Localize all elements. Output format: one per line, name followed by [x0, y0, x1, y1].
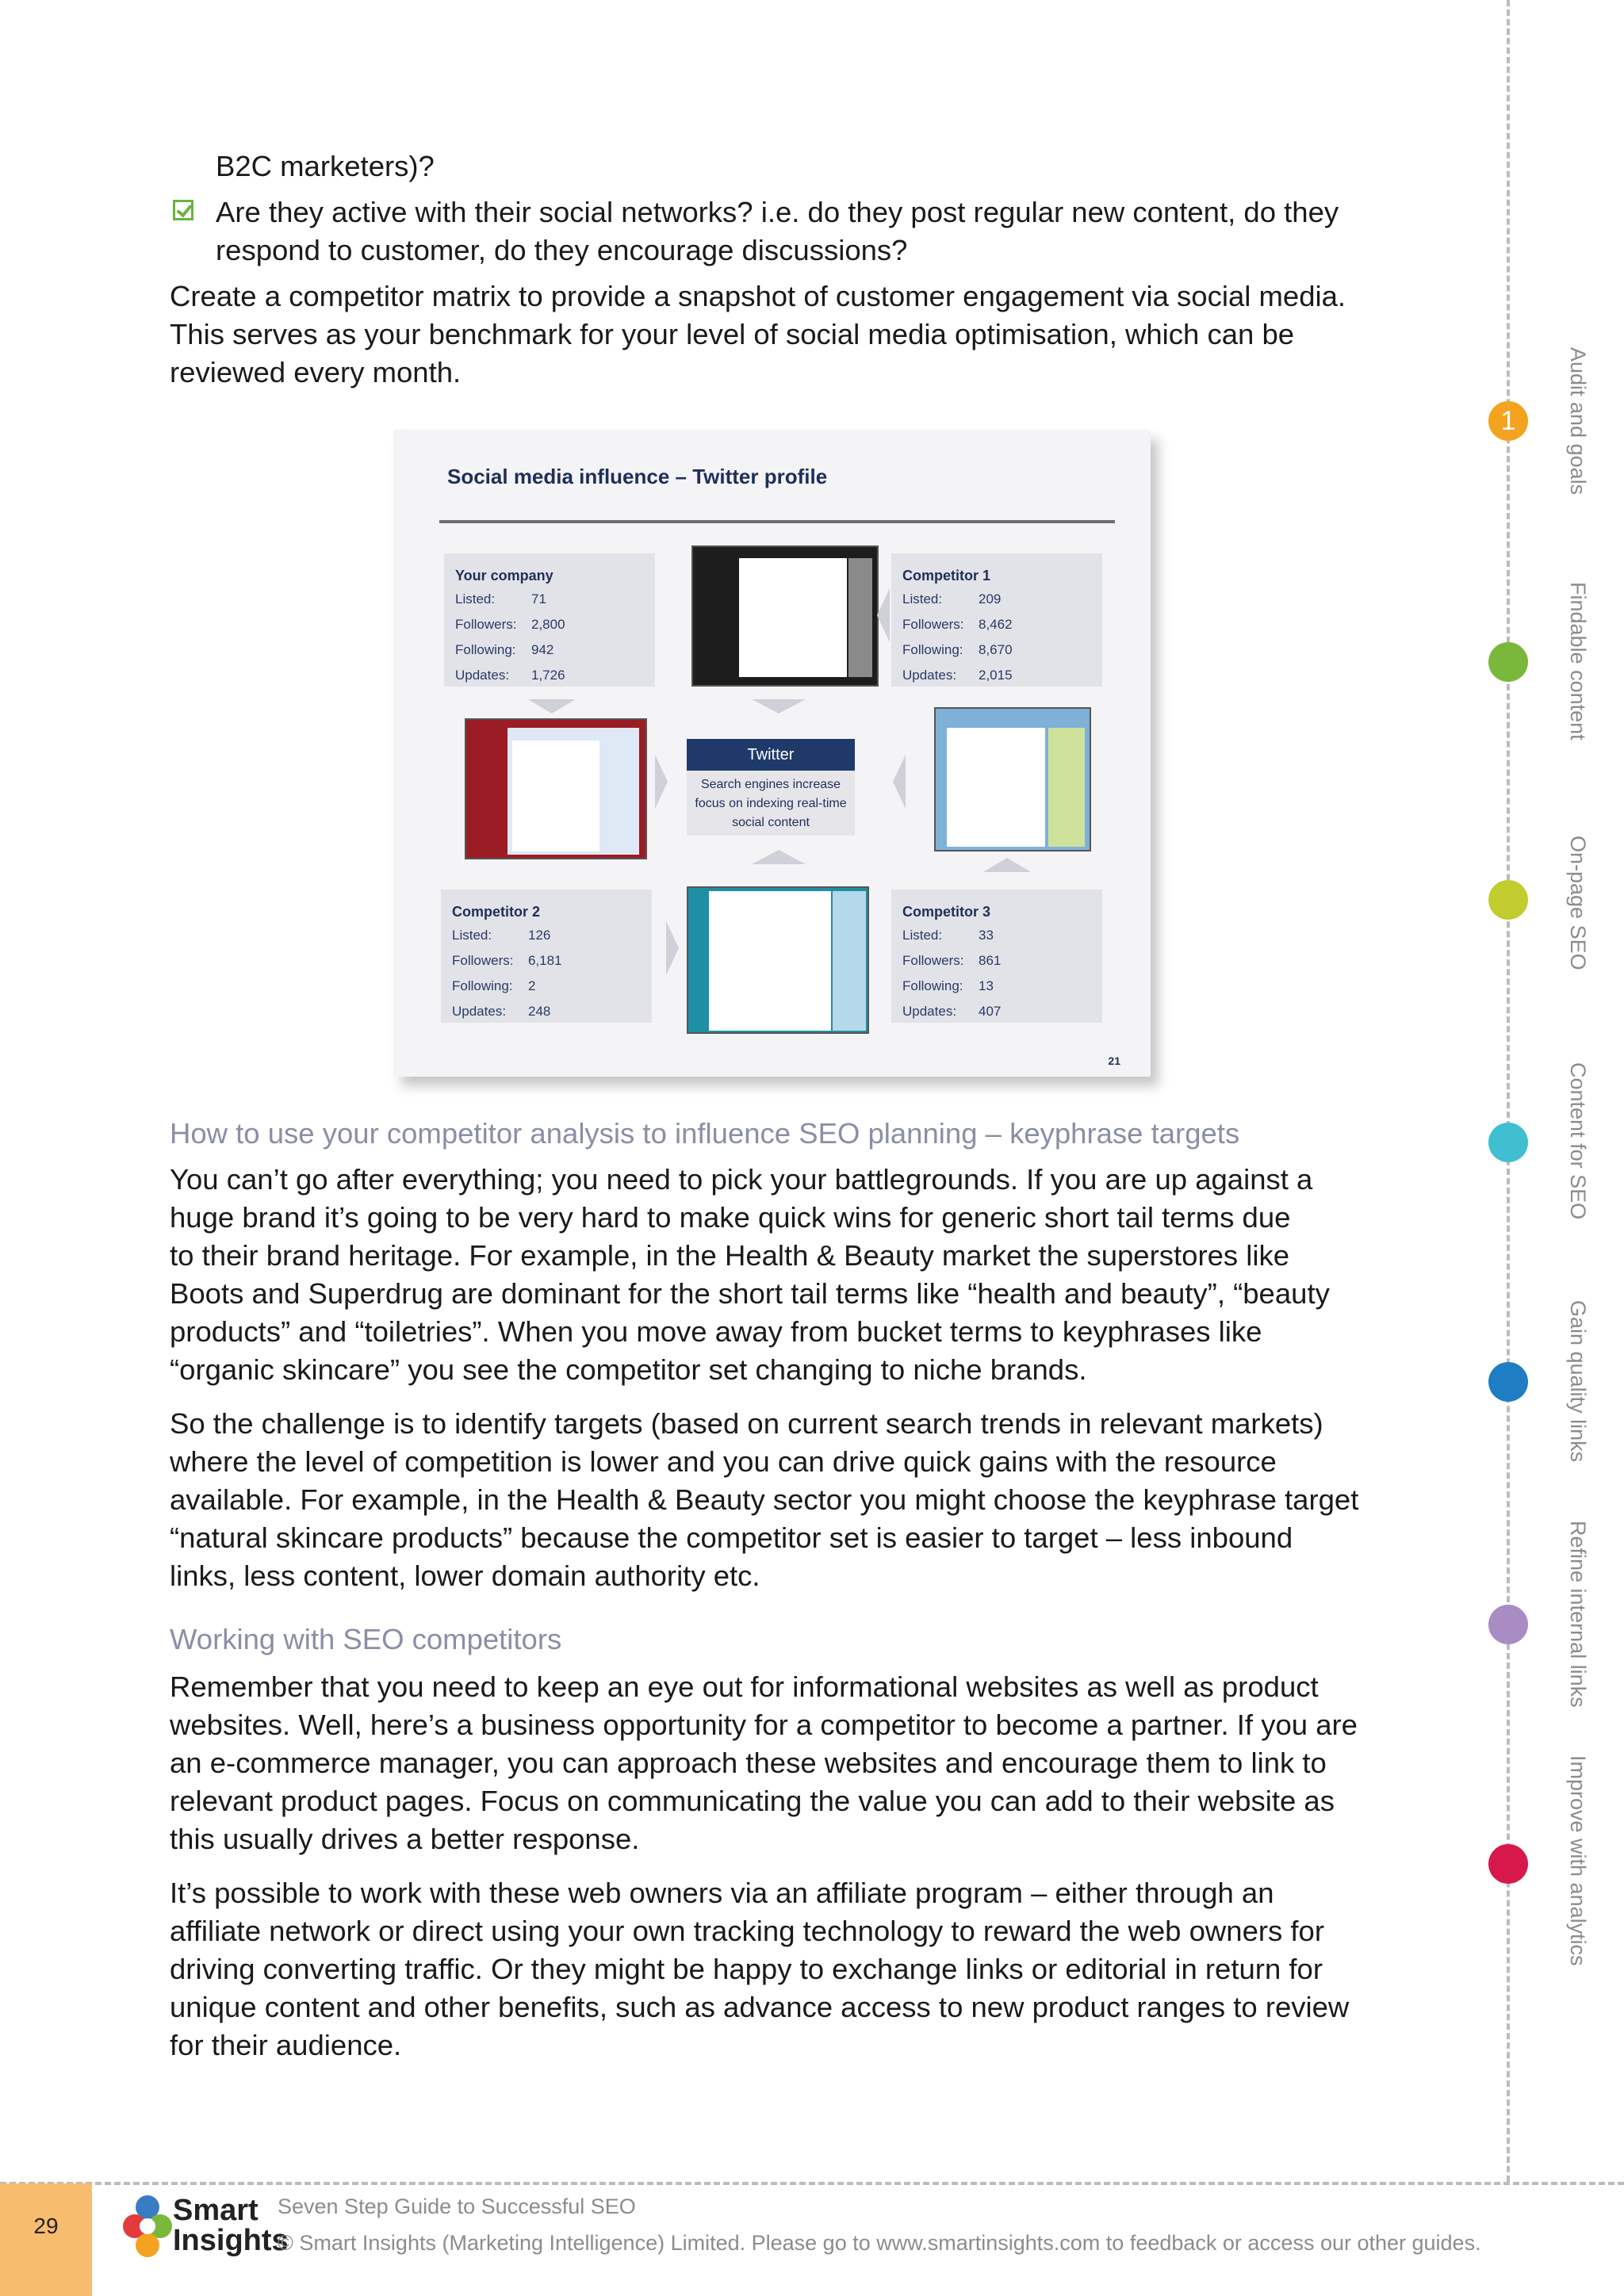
- intro-line: B2C marketers)?: [216, 150, 435, 182]
- arrow-up-icon: [752, 850, 806, 864]
- stat-card-title: Competitor 1: [902, 568, 991, 584]
- bullet-line: respond to customer, do they encourage discussions?: [216, 234, 908, 266]
- stat-row: Followers: 6,181: [452, 953, 562, 968]
- paragraph-line: “organic skincare” you see the competitor set changing to niche brands.: [170, 1353, 1087, 1386]
- section-heading: Working with SEO competitors: [170, 1623, 562, 1655]
- footer-divider: [0, 2182, 1624, 2185]
- footer-guide-title: Seven Step Guide to Successful SEO: [278, 2195, 636, 2218]
- stat-card-your-company: [444, 553, 655, 687]
- paragraph-line: This serves as your benchmark for your level of social media optimisation, which can be: [170, 318, 1295, 350]
- paragraph-line: available. For example, in the Health & Beauty sector you might choose the keyphrase target: [170, 1483, 1359, 1516]
- figure-divider: [439, 520, 1115, 523]
- footer-copyright: © Smart Insights (Marketing Intelligence) Limited. Please go to www.smartinsights.com to feedback or access our other guides.: [278, 2231, 1481, 2255]
- nav-dot-on-page-seo[interactable]: [1488, 880, 1528, 920]
- nav-label-findable-content[interactable]: Findable content: [1566, 582, 1590, 740]
- paragraph-line: an e-commerce manager, you can approach these websites and encourage them to link to: [170, 1747, 1327, 1779]
- stat-row: Updates: 248: [452, 1004, 551, 1019]
- paragraph-line: unique content and other benefits, such as advance access to new product ranges to review: [170, 1991, 1350, 2023]
- nav-dot-content-for-seo[interactable]: [1488, 1123, 1528, 1162]
- arrow-left-icon: [893, 755, 906, 809]
- paragraph-line: driving converting traffic. Or they might be happy to exchange links or editorial in return for: [170, 1953, 1323, 1985]
- stat-row: Listed: 33: [902, 928, 994, 943]
- paragraph-line: products” and “toiletries”. When you move away from bucket terms to keyphrases like: [170, 1315, 1262, 1348]
- stat-card-competitor-2: [441, 890, 652, 1023]
- nav-dot-audit-and-goals[interactable]: [1488, 401, 1528, 441]
- arrow-down-icon: [752, 699, 806, 714]
- page-number-box: [0, 2183, 92, 2296]
- stat-card-competitor-3: [891, 890, 1102, 1023]
- paragraph-line: Create a competitor matrix to provide a snapshot of customer engagement via social media.: [170, 280, 1346, 312]
- section-heading: How to use your competitor analysis to influence SEO planning – keyphrase targets: [170, 1117, 1240, 1150]
- paragraph-line: relevant product pages. Focus on communicating the value you can add to their website as: [170, 1785, 1335, 1817]
- twitter-screenshot-competitor-2: [465, 718, 647, 859]
- stat-row: Followers: 8,462: [902, 617, 1013, 632]
- nav-step-number: 1: [1500, 406, 1516, 436]
- twitter-screenshot-your-company: [691, 545, 879, 687]
- paragraph-line: websites. Well, here’s a business opportunity for a competitor to become a partner. If you are: [170, 1709, 1358, 1741]
- paragraph-line: links, less content, lower domain authority etc.: [170, 1559, 760, 1592]
- paragraph-line: “natural skincare products” because the competitor set is easier to target – less inbound: [170, 1521, 1293, 1554]
- paragraph-line: this usually drives a better response.: [170, 1823, 640, 1855]
- nav-label-gain-quality-links[interactable]: Gain quality links: [1566, 1300, 1590, 1463]
- paragraph-line: huge brand it’s going to be very hard to make quick wins for generic short tail terms due: [170, 1201, 1291, 1234]
- stat-row: Listed: 71: [455, 591, 546, 607]
- stat-row: Following: 13: [902, 978, 994, 993]
- stat-row: Following: 942: [455, 642, 554, 657]
- twitter-label: Twitter: [687, 739, 855, 771]
- page-number: 29: [33, 2214, 59, 2238]
- checkbox-icon: [173, 200, 193, 220]
- twitter-center-box: [687, 739, 855, 836]
- figure-page-number: 21: [1108, 1054, 1120, 1067]
- twitter-description: Search engines increase focus on indexing real-time social content: [695, 778, 847, 829]
- twitter-screenshot-competitor-1: [934, 707, 1091, 851]
- bullet-line: Are they active with their social networks? i.e. do they post regular new content, do they: [216, 196, 1339, 228]
- arrow-down-icon: [528, 699, 576, 714]
- stat-row: Listed: 126: [452, 928, 551, 943]
- twitter-profile-figure: [393, 430, 1151, 1077]
- nav-dot-refine-internal-links[interactable]: [1488, 1605, 1528, 1644]
- nav-label-on-page-seo[interactable]: On-page SEO: [1566, 836, 1590, 970]
- arrow-left-icon: [877, 588, 890, 642]
- stat-row: Following: 8,670: [902, 642, 1013, 657]
- twitter-screenshot-competitor-3: [687, 886, 869, 1034]
- stat-row: Followers: 2,800: [455, 617, 565, 632]
- paragraph-line: Boots and Superdrug are dominant for the short tail terms like “health and beauty”, “beauty: [170, 1277, 1330, 1310]
- stat-row: Following: 2: [452, 978, 536, 993]
- figure-title: Social media influence – Twitter profile: [447, 465, 828, 488]
- arrow-up-icon: [983, 858, 1031, 872]
- stat-row: Followers: 861: [902, 953, 1002, 968]
- logo-line-1: Smart: [173, 2194, 259, 2227]
- paragraph-line: So the challenge is to identify targets (based on current search trends in relevant markets): [170, 1407, 1323, 1440]
- paragraph-line: to their brand heritage. For example, in the Health & Beauty market the superstores like: [170, 1239, 1290, 1272]
- logo-line-2: Insights: [173, 2224, 289, 2257]
- paragraph-line: affiliate network or direct using your own tracking technology to reward the web owners for: [170, 1915, 1325, 1947]
- paragraph-line: It’s possible to work with these web owners via an affiliate program – either through an: [170, 1877, 1274, 1909]
- stat-row: Updates: 2,015: [902, 668, 1013, 683]
- nav-label-content-for-seo[interactable]: Content for SEO: [1566, 1062, 1590, 1220]
- stat-card-title: Competitor 3: [902, 904, 991, 920]
- paragraph-line: where the level of competition is lower and you can drive quick gains with the resource: [170, 1445, 1277, 1478]
- stat-row: Listed: 209: [902, 591, 1002, 607]
- nav-label-improve-with-analytics[interactable]: Improve with analytics: [1566, 1755, 1590, 1966]
- arrow-right-icon: [655, 755, 668, 809]
- stat-card-title: Competitor 2: [452, 904, 541, 920]
- stat-card-title: Your company: [455, 568, 553, 584]
- smart-insights-logo-icon: [121, 2193, 174, 2261]
- paragraph-line: You can’t go after everything; you need to pick your battlegrounds. If you are up against a: [170, 1163, 1313, 1196]
- paragraph-line: Remember that you need to keep an eye out for informational websites as well as product: [170, 1670, 1319, 1703]
- nav-dot-improve-with-analytics[interactable]: [1488, 1844, 1528, 1884]
- paragraph-line: reviewed every month.: [170, 356, 462, 388]
- nav-label-refine-internal-links[interactable]: Refine internal links: [1566, 1521, 1590, 1708]
- nav-dot-gain-quality-links[interactable]: [1488, 1362, 1528, 1402]
- nav-dot-findable-content[interactable]: [1488, 642, 1528, 682]
- paragraph-line: for their audience.: [170, 2029, 402, 2061]
- nav-label-audit-and-goals[interactable]: Audit and goals: [1566, 347, 1590, 496]
- stat-row: Updates: 1,726: [455, 668, 565, 683]
- stat-row: Updates: 407: [902, 1004, 1002, 1019]
- arrow-right-icon: [666, 921, 679, 975]
- stat-card-competitor-1: [891, 553, 1102, 687]
